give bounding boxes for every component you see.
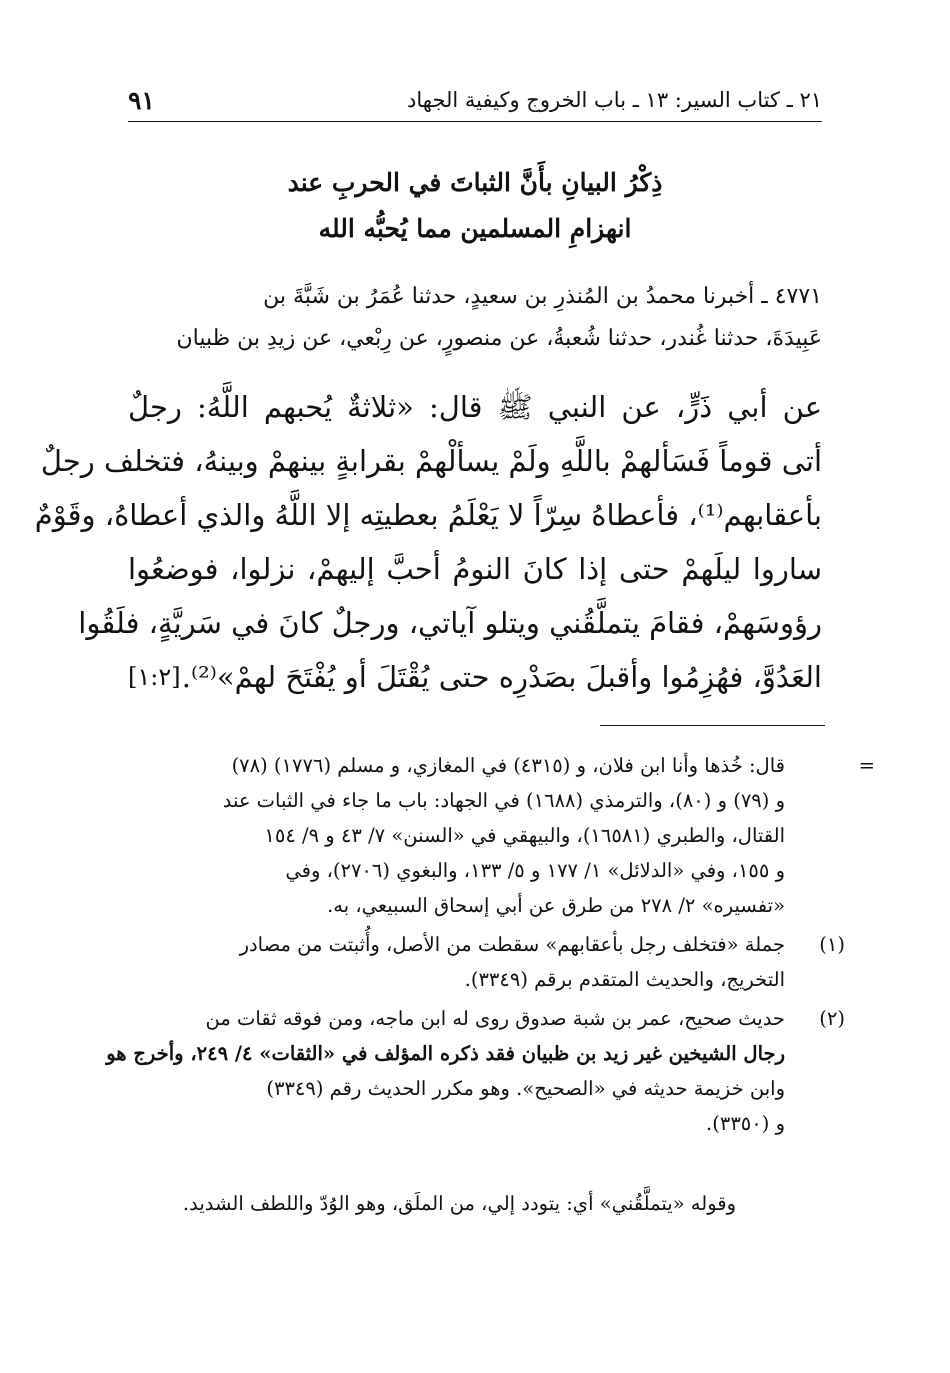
footnote-1-mark: (١) xyxy=(819,933,845,956)
header-divider xyxy=(128,121,822,122)
matn-last-line xyxy=(128,650,822,704)
matn-line: رؤوسَهمْ، فقامَ يتملَّقُني ويتلو آياتي، ورجلٌ كانَ في سَريَّةٍ، فلَقُوا xyxy=(78,606,822,640)
footnote-2-mark: (٢) xyxy=(819,1007,845,1030)
running-title: ٢١ ـ كتاب السير: ١٣ ـ باب الخروج وكيفية الجهاد xyxy=(407,88,822,112)
gloss-note: وقوله «يتملَّقُني» أي: يتودد إلي، من الملَق، وهو الوُدّ واللطف الشديد. xyxy=(182,1192,736,1215)
page-number: ٩١ xyxy=(128,86,155,115)
continuation-mark: = xyxy=(858,754,875,777)
heading-line-2: انهزامِ المسلمين مما يُحبُّه الله xyxy=(318,214,632,243)
running-header xyxy=(128,88,822,118)
footnote-line: جملة «فتخلف رجل بأعقابهم» سقطت من الأصل، وأُثبتت من مصادر xyxy=(239,933,785,956)
footnotes xyxy=(106,748,875,1145)
matn-line: بأعقابهم⁽¹⁾، فأعطاهُ سِرّاً لا يَعْلَمُ بعطيتِه إلا اللَّهُ والذي أعطاهُ، وقَوْمٌ xyxy=(34,498,822,532)
footnote-line: «تفسيره» ٢/ ٢٧٨ من طرق عن أبي إسحاق السبيعي، به. xyxy=(327,894,785,917)
footnote-2 xyxy=(106,1001,845,1141)
hadith-reference: [١:٢] xyxy=(128,663,181,691)
matn-line: العَدُوَّ، فهُزِمُوا وأقبلَ بصَدْرِه حتى يُقْتَلَ أو يُفْتَحَ لهمْ»⁽²⁾. xyxy=(181,660,822,694)
isnad-line-2: عَبِيدَةَ، حدثنا غُندر، حدثنا شُعبةُ، عن منصورٍ، عن رِبْعي، عن زيدِ بن ظبيان xyxy=(176,326,822,351)
footnote-line: قال: خُذها وأنا ابن فلان، و (٤٣١٥) في المغازي، و مسلم (١٧٧٦) (٧٨) xyxy=(231,754,785,777)
footnote-1 xyxy=(128,927,845,997)
chapter-heading xyxy=(128,160,822,252)
heading-line-1: ذِكْرُ البيانِ بأَنَّ الثباتَ في الحربِ عند xyxy=(287,168,663,197)
footnote-line: وابن خزيمة حديثه في «الصحيح». وهو مكرر الحديث رقم (٣٣٤٩) xyxy=(266,1077,785,1100)
matn-line: عن أبي ذَرٍّ، عن النبي ﷺ قال: «ثلاثةٌ يُحبهم اللَّهُ: رجلٌ xyxy=(128,390,822,424)
matn-line: ساروا ليلَهمْ حتى إذا كانَ النومُ أحبَّ إليهمْ، نزلوا، فوضعُوا xyxy=(128,552,822,586)
footnote-line: و (٧٩) و (٨٠)، والترمذي (١٦٨٨) في الجهاد: باب ما جاء في الثبات عند xyxy=(222,789,785,812)
footnote-continuation xyxy=(128,748,875,923)
footnote-line: و ١٥٥، وفي «الدلائل» ١/ ١٧٧ و ٥/ ١٣٣، والبغوي (٢٧٠٦)، وفي xyxy=(285,859,785,882)
isnad-line-1: ٤٧٧١ ـ أخبرنا محمدُ بن المُنذرِ بن سعيدٍ، حدثنا عُمَرُ بن شَبَّةَ بن xyxy=(263,284,822,309)
footnote-line: رجال الشيخين غير زيد بن ظبيان فقد ذكره المؤلف في «الثقات» ٤/ ٢٤٩، وأخرج هو xyxy=(106,1042,785,1065)
matn-line: أتى قوماً فَسَألهمْ باللَّهِ ولَمْ يسألْهمْ بقرابةٍ بينهمْ وبينهُ، فتخلف رجلٌ xyxy=(40,444,822,478)
footnote-line: حديث صحيح، عمر بن شبة صدوق روى له ابن ماجه، ومن فوقه ثقات من xyxy=(205,1007,785,1030)
hadith-matn xyxy=(34,380,822,704)
footnote-line: التخريج، والحديث المتقدم برقم (٣٣٤٩). xyxy=(464,968,785,991)
hadith-isnad xyxy=(128,276,822,360)
footnote-line: و (٣٣٥٠). xyxy=(706,1112,785,1135)
footnote-line: القتال، والطبري (١٦٥٨١)، والبيهقي في «السنن» ٧/ ٤٣ و ٩/ ١٥٤ xyxy=(264,824,785,847)
footnote-divider xyxy=(600,725,825,726)
